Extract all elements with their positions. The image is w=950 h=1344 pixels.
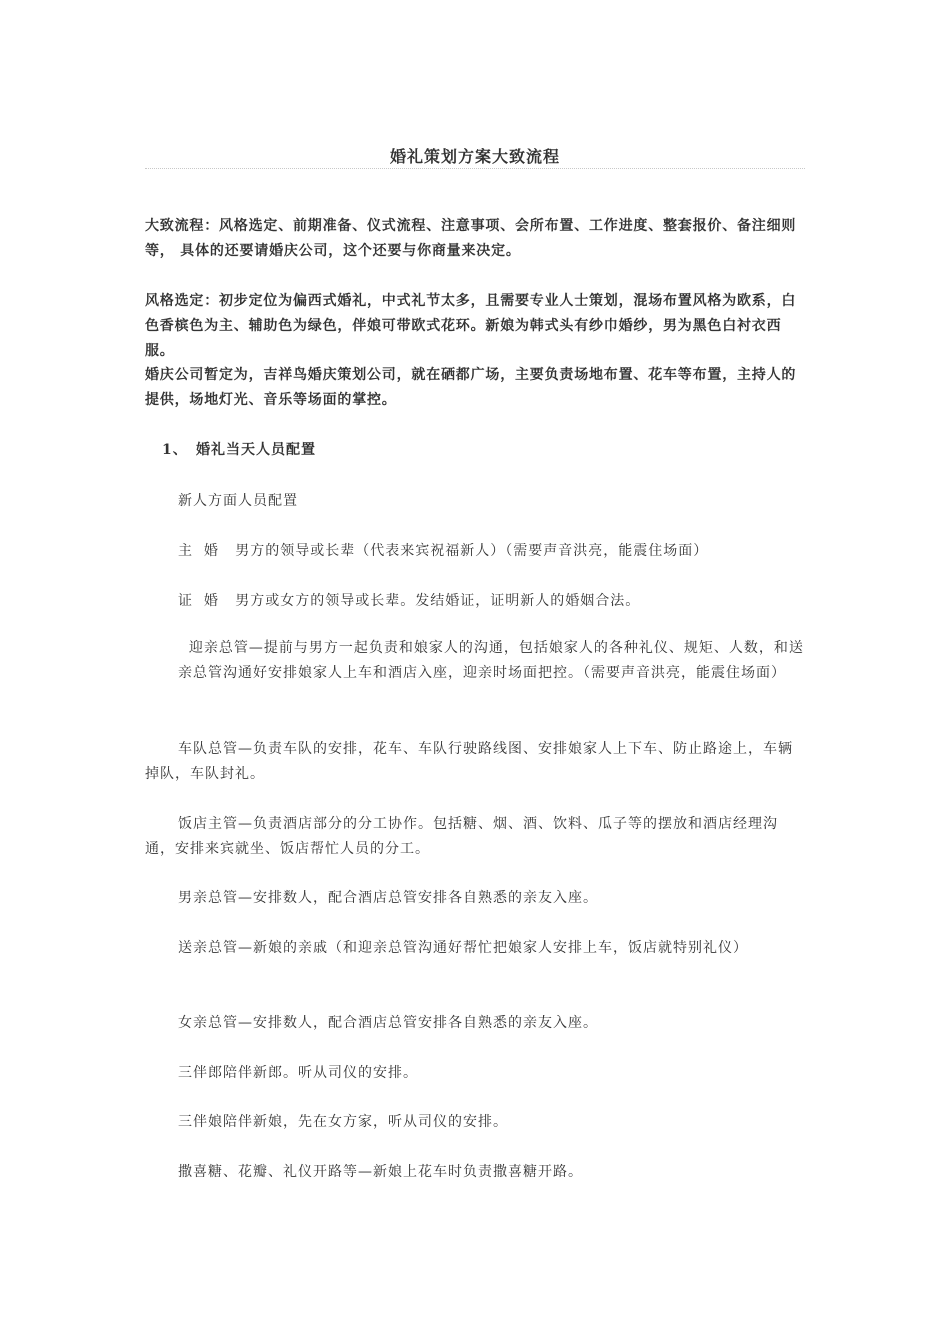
intro-paragraph: 大致流程：风格选定、前期准备、仪式流程、注意事项、会所布置、工作进度、整套报价、备注细则等， 具体的还要请婚庆公司，这个还要与你商量来决定。 — [145, 218, 797, 259]
item-paragraph: 送亲总管—新娘的亲戚（和迎亲总管沟通好帮忙把娘家人安排上车，饭店就特别礼仪） — [178, 940, 748, 956]
item-paragraph: 三伴郎陪伴新郎。听从司仪的安排。 — [178, 1065, 418, 1081]
item-paragraph: 新人方面人员配置 — [178, 493, 298, 509]
item-paragraph: 女亲总管—安排数人，配合酒店总管安排各自熟悉的亲友入座。 — [178, 1015, 598, 1031]
document-title: 婚礼策划方案大致流程 — [389, 147, 560, 166]
style-paragraph: 风格选定：初步定位为偏西式婚礼，中式礼节太多，且需要专业人士策划，混场布置风格为欧系，白色香槟色为主、辅助色为绿色，伴娘可带欧式花环。新娘为韩式头有纱巾婚纱，男为黑色白衬衣西服。 — [145, 293, 797, 359]
item-paragraph: 主 婚 男方的领导或长辈（代表来宾祝福新人）（需要声音洪亮，能震住场面） — [178, 543, 709, 559]
item-paragraph: 迎亲总管—提前与男方一起负责和娘家人的沟通，包括娘家人的各种礼仪、规矩、人数，和送亲总管沟通好安排娘家人上车和酒店入座，迎亲时场面把控。（需要声音洪亮，能震住场面） — [178, 640, 804, 681]
title-divider — [145, 168, 805, 169]
item-paragraph: 证 婚 男方或女方的领导或长辈。发结婚证，证明新人的婚姻合法。 — [178, 593, 641, 609]
section-heading — [162, 440, 316, 460]
item-paragraph: 三伴娘陪伴新娘，先在女方家，听从司仪的安排。 — [178, 1114, 508, 1130]
section-number: 1、 — [162, 442, 188, 458]
item-paragraph: 男亲总管—安排数人，配合酒店总管安排各自熟悉的亲友入座。 — [178, 890, 598, 906]
company-paragraph: 婚庆公司暂定为，吉祥鸟婚庆策划公司，就在硒都广场，主要负责场地布置、花车等布置，主持人的提供，场地灯光、音乐等场面的掌控。 — [145, 367, 797, 408]
item-paragraph: 车队总管—负责车队的安排，花车、车队行驶路线图、安排娘家人上下车、防止路途上，车辆掉队，车队封礼。 — [145, 741, 793, 782]
item-paragraph: 撒喜糖、花瓣、礼仪开路等—新娘上花车时负责撒喜糖开路。 — [178, 1164, 583, 1180]
section-title: 婚礼当天人员配置 — [196, 442, 316, 458]
item-paragraph: 饭店主管—负责酒店部分的分工协作。包括糖、烟、酒、饮料、瓜子等的摆放和酒店经理沟通，安排来宾就坐、饭店帮忙人员的分工。 — [145, 816, 778, 857]
